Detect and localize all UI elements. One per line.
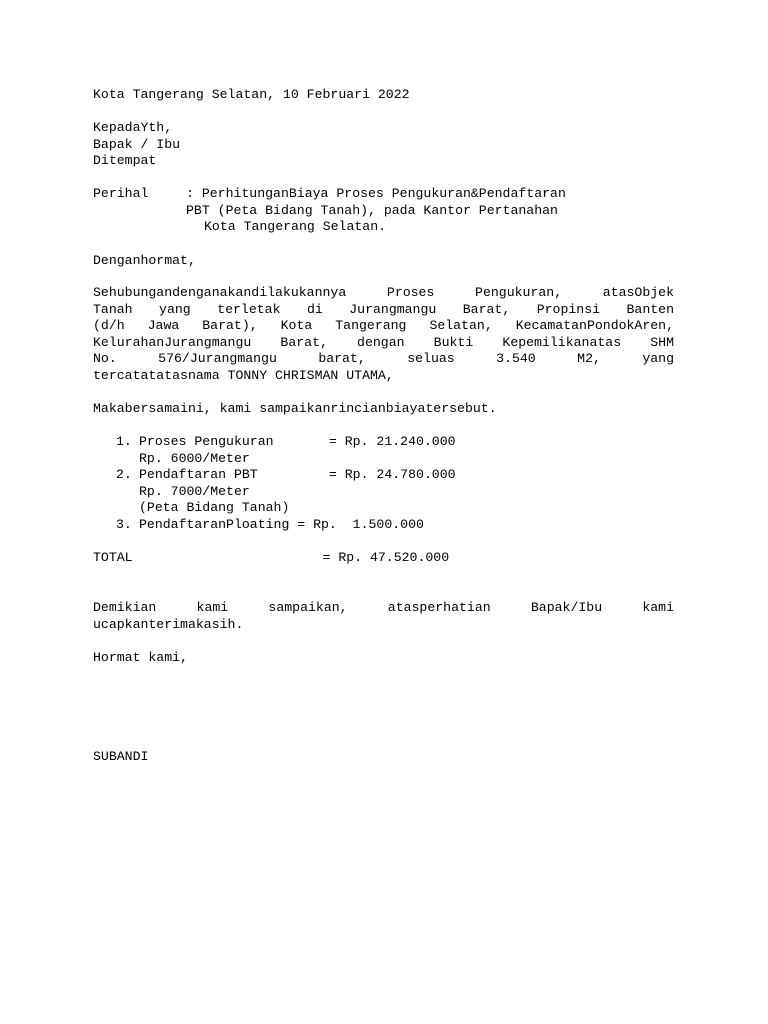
body-line: Tanah yang terletak di Jurangmangu Barat, Propinsi Banten xyxy=(93,301,674,317)
body-line: Sehubungandenganakandilakukannya Proses Pengukuran, atasObjek xyxy=(93,285,674,300)
item-label: Proses Pengukuran = Rp. 21.240.000 xyxy=(139,434,456,449)
item-number: 2. xyxy=(116,467,132,482)
recipient-line-1: KepadaYth, xyxy=(93,120,173,135)
sign-off: Hormat kami, xyxy=(93,650,188,665)
item-detail: Rp. 7000/Meter xyxy=(139,484,250,499)
item-number: 1. xyxy=(116,434,132,449)
total-line: TOTAL = Rp. 47.520.000 xyxy=(93,550,450,565)
subject-line-3: Kota Tangerang Selatan. xyxy=(204,219,387,234)
body-line: (d/h Jawa Barat), Kota Tangerang Selatan, KecamatanPondokAren, xyxy=(93,318,674,334)
item-label: PendaftaranPloating = Rp. 1.500.000 xyxy=(139,517,424,532)
closing-paragraph xyxy=(93,600,674,633)
body-line: tercatatatasnama TONNY CHRISMAN UTAMA, xyxy=(93,367,394,383)
item-detail: (Peta Bidang Tanah) xyxy=(139,500,290,515)
subject-line-2: PBT (Peta Bidang Tanah), pada Kantor Pertanahan xyxy=(186,203,558,218)
item-number: 3. xyxy=(116,517,132,532)
subject-line-1: : PerhitunganBiaya Proses Pengukuran&Pendaftaran xyxy=(186,186,566,201)
subject-label: Perihal xyxy=(93,186,149,201)
body-line: No. 576/Jurangmangu barat, seluas 3.540 M2, yang xyxy=(93,351,674,367)
body-line: KelurahanJurangmangu Barat, dengan Bukti Kepemilikanatas SHM xyxy=(93,334,674,350)
place-date: Kota Tangerang Selatan, 10 Februari 2022 xyxy=(93,87,410,102)
body-paragraph xyxy=(93,285,674,385)
closing-line: ucapkanterimakasih. xyxy=(93,616,244,632)
signatory-name: SUBANDI xyxy=(93,749,149,764)
closing-line: Demikian kami sampaikan, atasperhatian Bapak/Ibu kami xyxy=(93,600,674,615)
item-label: Pendaftaran PBT = Rp. 24.780.000 xyxy=(139,467,456,482)
recipient-line-2: Bapak / Ibu xyxy=(93,137,181,152)
cost-intro: Makabersamaini, kami sampaikanrincianbiayatersebut. xyxy=(93,401,497,416)
recipient-line-3: Ditempat xyxy=(93,153,157,168)
greeting: Denganhormat, xyxy=(93,253,196,268)
item-detail: Rp. 6000/Meter xyxy=(139,451,250,466)
